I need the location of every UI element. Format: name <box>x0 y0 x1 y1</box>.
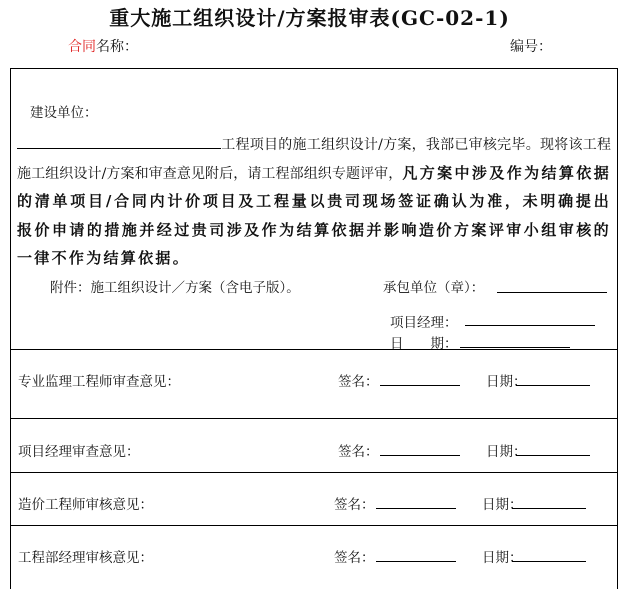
sign-blank[interactable] <box>380 384 460 386</box>
contract-red-text: 合同 <box>68 39 96 55</box>
row-label: 项目经理审查意见： <box>18 444 140 460</box>
divider <box>10 418 617 419</box>
divider <box>10 349 617 350</box>
date-blank[interactable] <box>512 507 586 509</box>
date-label: 日 期： <box>390 336 458 352</box>
attachment-note: 附件：施工组织设计／方案（含电子版）。 <box>50 280 300 296</box>
date-blank[interactable] <box>460 346 570 348</box>
row-label: 工程部经理审核意见： <box>18 550 153 566</box>
date-label: 日期： <box>482 497 523 513</box>
statement-paragraph <box>17 132 611 274</box>
statement-bold: 凡方案中涉及作为结算依据的清单项目/合同内计价项目及工程量以贵司现场签证确认为准，未明确提出报价申请的措施并经过贵司涉及作为结算依据并影响造价方案评审小组审核的一律不作为结算依据。 <box>17 163 611 267</box>
date-label: 日期： <box>482 550 523 566</box>
date-blank[interactable] <box>512 560 586 562</box>
date-blank[interactable] <box>516 384 590 386</box>
sign-label: 签名： <box>338 444 379 460</box>
row-label: 造价工程师审核意见： <box>18 497 153 513</box>
number-label: 编号： <box>510 39 552 55</box>
row-label: 专业监理工程师审查意见： <box>18 374 180 390</box>
contract-name-label <box>68 36 138 56</box>
sign-blank[interactable] <box>380 454 460 456</box>
statement-normal: 工程项目的施工组织设计/方案，我部已审核完毕。现将该工程施工组织设计/方案和审查意见附后，请工程部组织专题评审， <box>17 137 611 182</box>
date-label: 日期： <box>486 374 527 390</box>
project-name-blank[interactable] <box>17 134 221 149</box>
sign-label: 签名： <box>338 374 379 390</box>
contract-name-text: 名称： <box>96 39 138 55</box>
builder-label: 建设单位： <box>30 105 98 121</box>
sign-label: 签名： <box>334 497 375 513</box>
pm-blank[interactable] <box>465 324 595 326</box>
date-blank[interactable] <box>516 454 590 456</box>
pm-label: 项目经理： <box>390 315 458 331</box>
divider <box>10 472 617 473</box>
date-label: 日期： <box>486 444 527 460</box>
sign-blank[interactable] <box>376 507 456 509</box>
divider <box>10 525 617 526</box>
sign-blank[interactable] <box>376 560 456 562</box>
contractor-blank[interactable] <box>497 291 607 293</box>
contractor-label: 承包单位（章）： <box>383 280 485 296</box>
sign-label: 签名： <box>334 550 375 566</box>
form-title: 重大施工组织设计/方案报审表(GC-02-1) <box>109 6 510 30</box>
